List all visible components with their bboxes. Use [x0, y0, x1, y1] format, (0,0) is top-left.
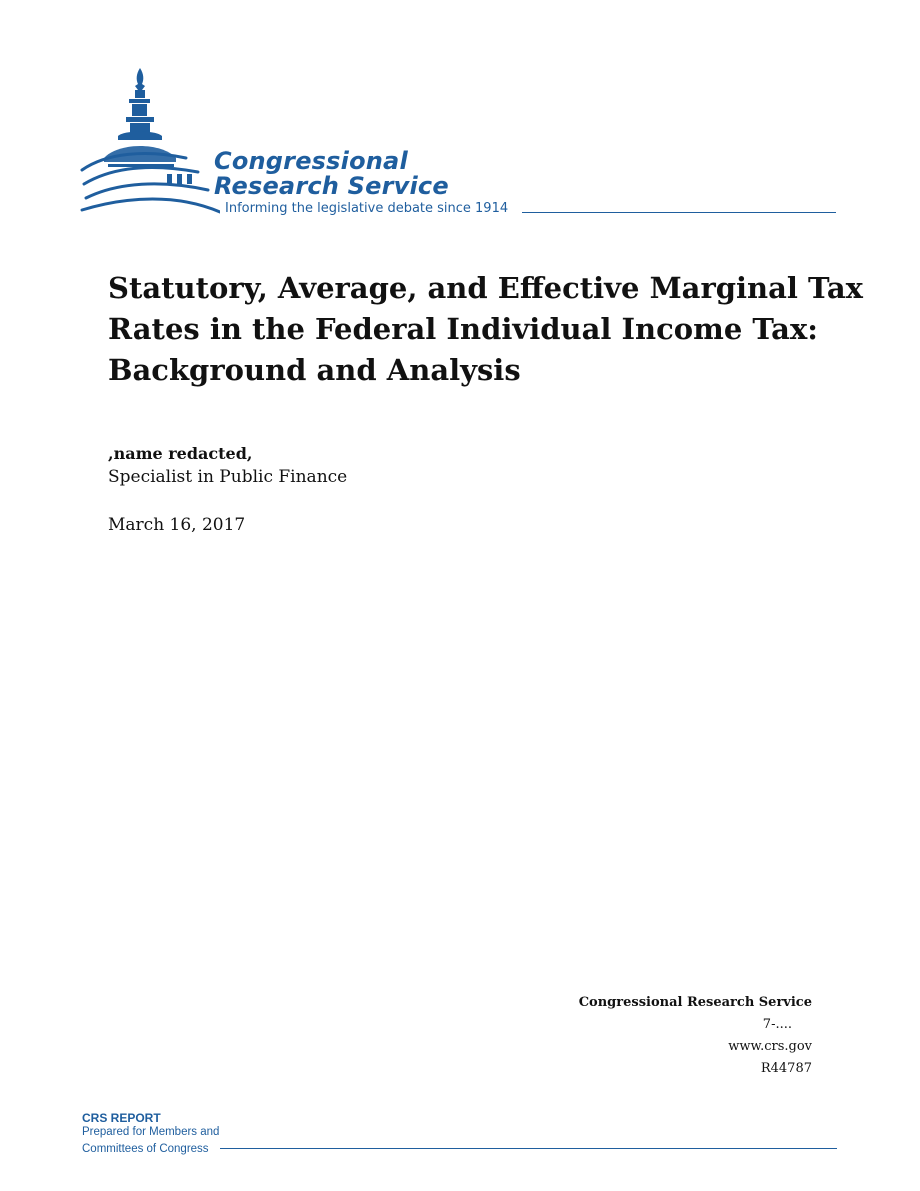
report-date: March 16, 2017: [108, 515, 246, 535]
footer-rule: [220, 1148, 837, 1149]
phone-number: 7-....: [762, 1017, 792, 1032]
report-title: [108, 268, 863, 391]
author-role: Specialist in Public Finance: [108, 467, 348, 487]
capitol-dome-icon: [78, 66, 220, 218]
crs-logo: [78, 66, 838, 222]
author-name: ,name redacted,: [108, 444, 253, 463]
logo-tagline: Informing the legislative debate since 1914: [225, 201, 512, 216]
tagline-rule: [522, 212, 836, 213]
website-link[interactable]: www.crs.gov: [728, 1039, 812, 1054]
title-line: Background and Analysis: [108, 353, 521, 387]
report-id: R44787: [760, 1061, 812, 1076]
title-line: Statutory, Average, and Effective Marginal Tax: [108, 271, 863, 305]
org-contact-block: [579, 992, 812, 1080]
footer-line-2: Committees of Congress: [82, 1142, 213, 1156]
footer-label: CRS REPORT: [82, 1111, 161, 1125]
footer-line-1: Prepared for Members and: [82, 1126, 220, 1138]
crs-report-footer: [82, 1111, 219, 1157]
title-line: Rates in the Federal Individual Income Tax:: [108, 312, 818, 346]
org-name: Congressional Research Service: [578, 995, 812, 1010]
logo-line-congressional: Congressional: [214, 147, 408, 175]
logo-line-research-service: Research Service: [214, 172, 449, 200]
